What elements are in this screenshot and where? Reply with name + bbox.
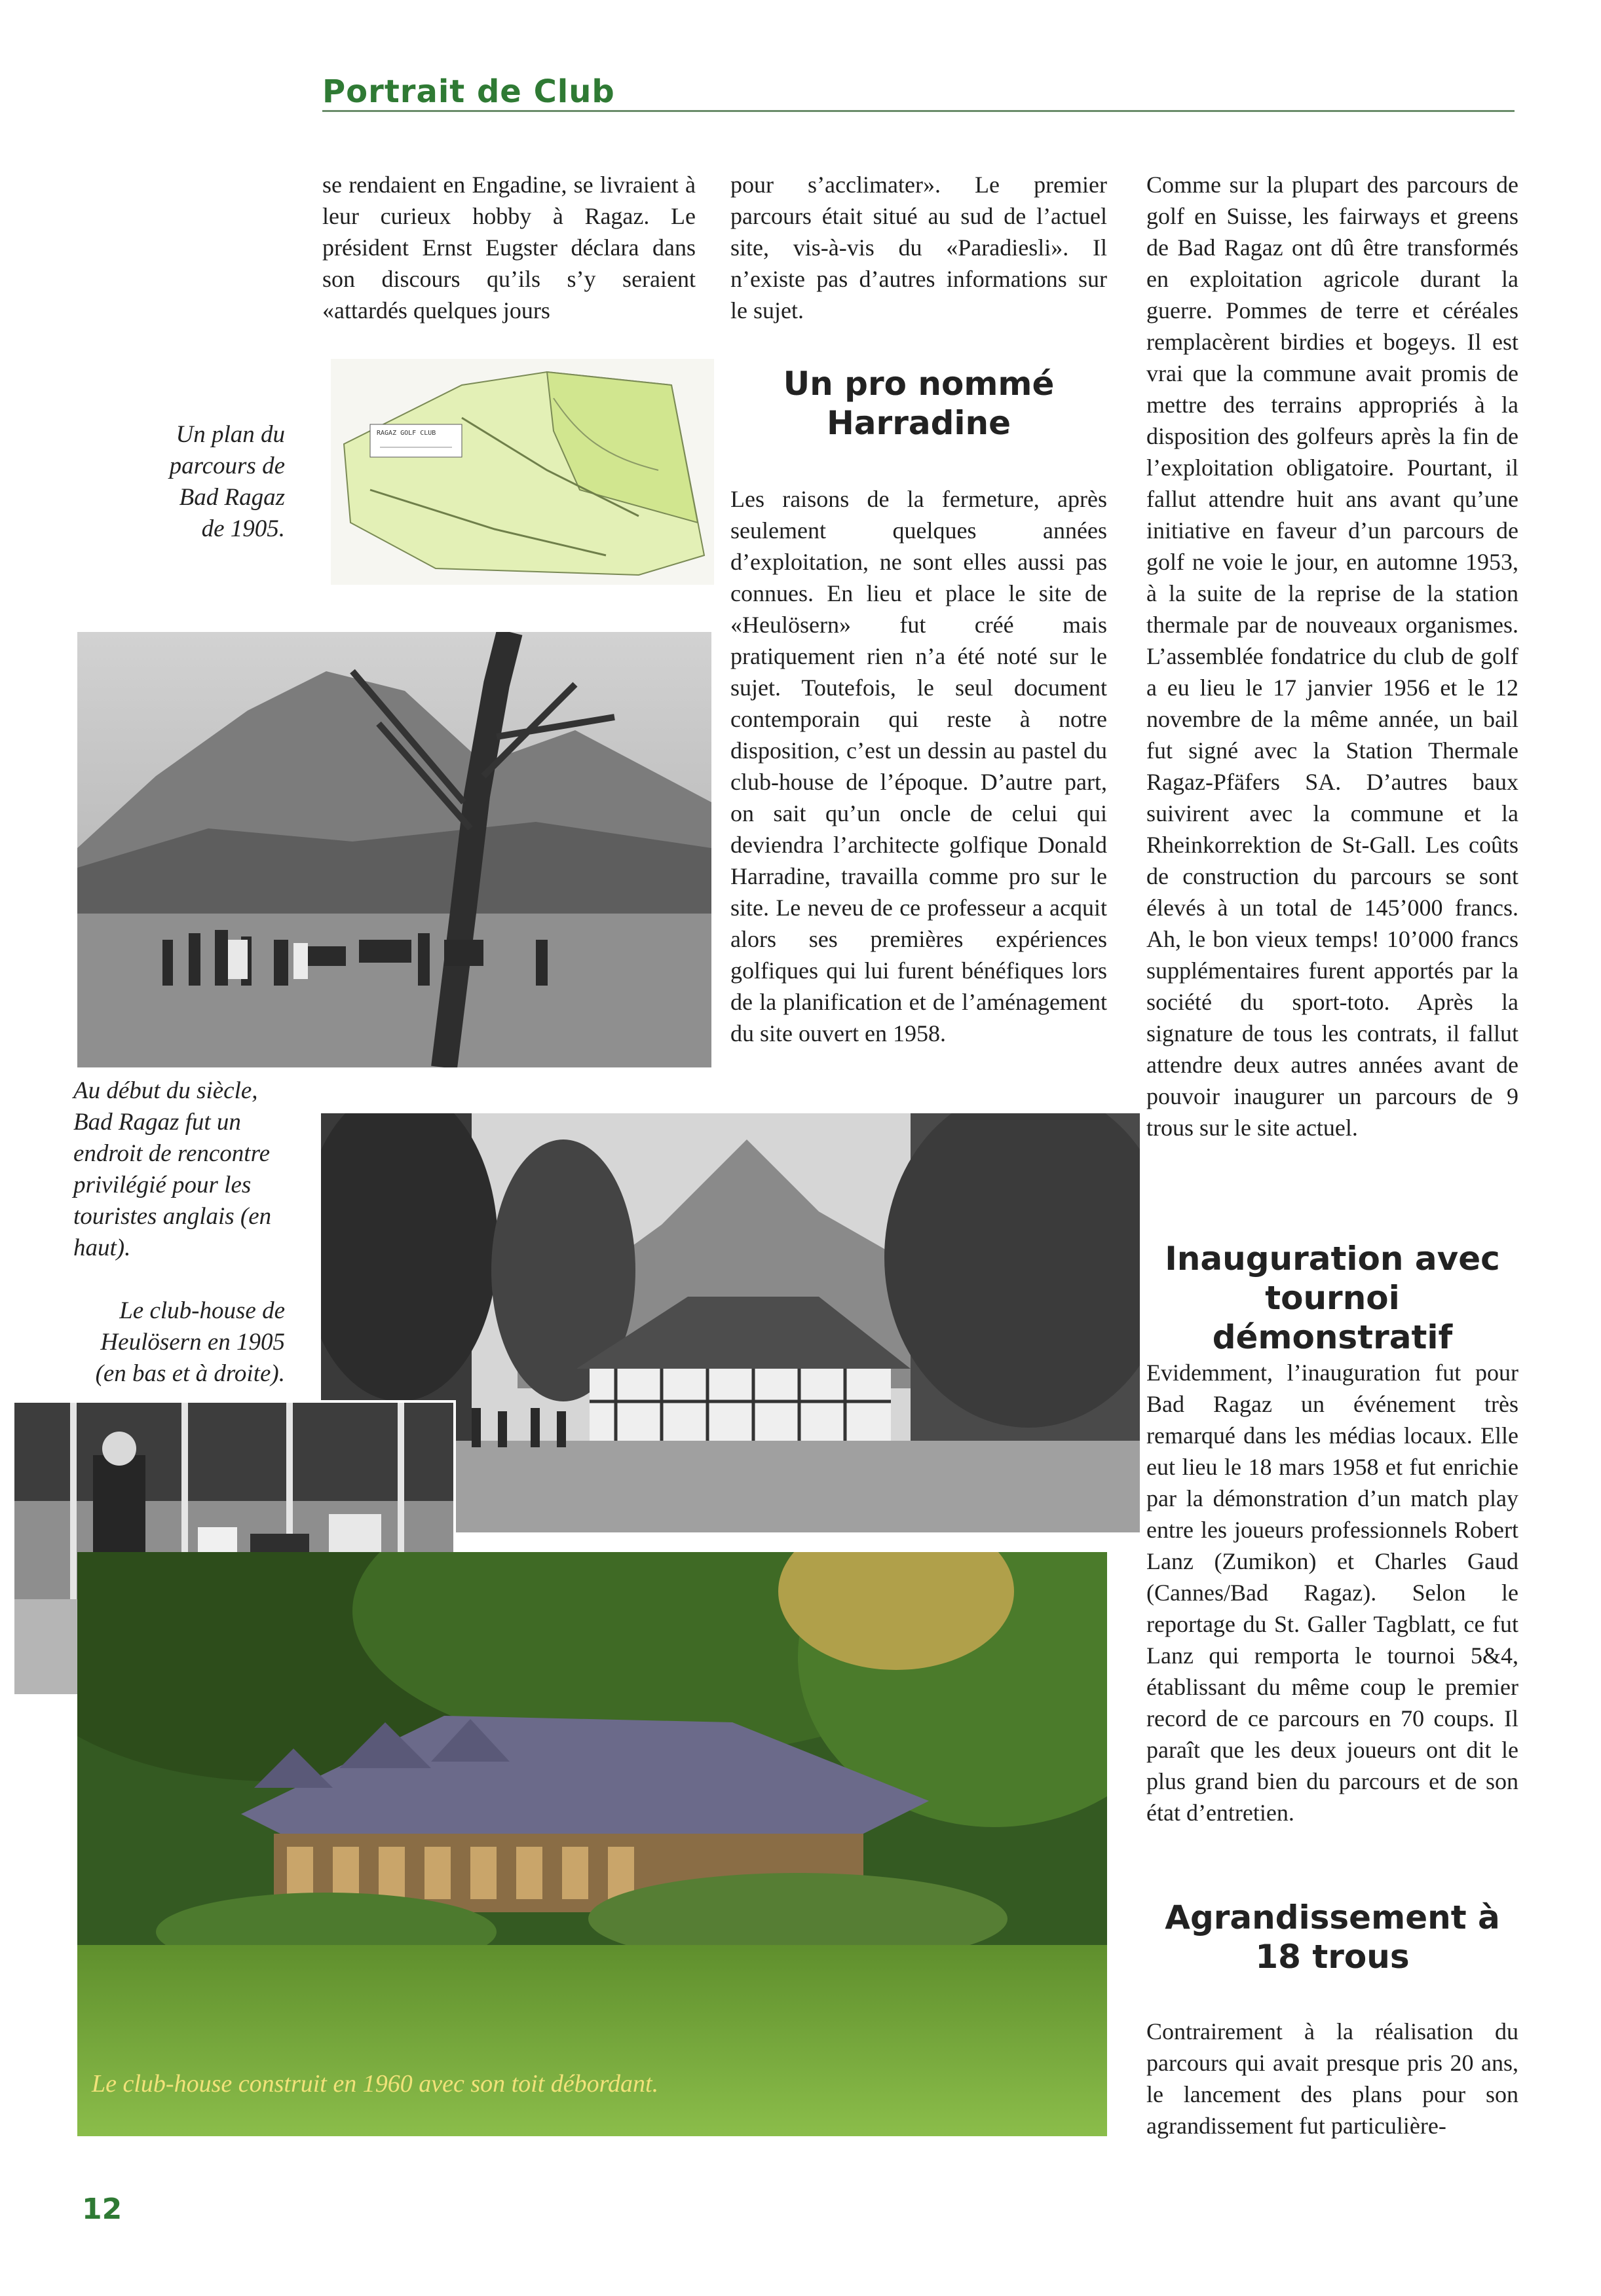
column-3-agrandissement	[1146, 2016, 1518, 2141]
plan-map-label: RAGAZ GOLF CLUB	[377, 430, 436, 437]
clubhouse-1960-photo	[77, 1552, 1107, 2136]
caption-early-century: Au début du siècle, Bad Ragaz fut un endroit de rencontre privilégié pour les touristes anglais (en haut).	[73, 1077, 272, 1261]
section-title: Portrait de Club	[322, 73, 615, 110]
caption-clubhouse-1905: Le club-house de Heulösern en 1905 (en bas et à droite).	[95, 1297, 285, 1387]
col3-inauguration-paragraph: Evidemment, l’inauguration fut pour Bad Ragaz un événement très remarqué dans les médias locaux. Elle eut lieu le 18 mars 1958 et fut enrichie par la démonstration d’un match play entre les joueurs professionnels Robert Lanz (Zumikon) et Charles Gaud (Cannes/Bad Ragaz). Selon le reportage du St. Galler Tagblatt, ce fut Lanz qui remporta le tournoi 5&4, établissant du même coup le premier record de ce parcours en 70 coups. Il paraît que les deux joueurs ont dit le plus grand bien du parcours et de son état d’entretien.	[1146, 1360, 1518, 1826]
col3-body-paragraph: Comme sur la plupart des parcours de golf en Suisse, les fairways et greens de Bad Ragaz ont dû être transformés en exploitation agricole durant la guerre. Pommes de terre et céréales remplacèrent birdies et bogeys. Il est vrai que la commune avait promis de mettre des terrains appropriés à la disposition des golfeurs après la fin de l’exploitation obligatoire. Pourtant, il fallut attendre huit ans avant qu’une initiative en faveur d’un parcours de golf ne voie le jour, en automne 1953, à la suite de la reprise de la station thermale par de nouveaux organismes. L’assemblée fondatrice du club de golf a eu lieu le 17 janvier 1956 et le 12 novembre de la même année, un bail fut signé avec la Station Thermale Ragaz-Pfäfers SA. D’autres baux suivirent avec la commune et la Rheinkorrektion de St-Gall. Les coûts de construction du parcours se sont élevés à un total de 145’000 francs. Ah, le bon vieux temps! 10’000 francs supplémentaires furent apportés par la société du sport-toto. Après la signature de tous les contrats, il fallut attendre deux autres années avant de pouvoir inaugurer un parcours de 9 trous sur le site actuel.	[1146, 172, 1518, 1141]
col3-agrandissement-paragraph: Contrairement à la réalisation du parcours qui avait presque pris 20 ans, le lancement des plans pour son agrandissement fut particulière-	[1146, 2018, 1518, 2139]
caption-plan: Un plan du parcours de Bad Ragaz de 1905.	[169, 421, 285, 542]
column-1-text	[322, 169, 696, 326]
historic-tourists-photo	[77, 632, 711, 1067]
column-3-body	[1146, 169, 1518, 1143]
col2-body-paragraph: Les raisons de la fermeture, après seulement quelques années d’exploitation, ne sont elles aussi pas connues. En lieu et place le site de «Heulösern» fut créé mais pratiquement rien n’a été noté sur le sujet. Toutefois, le seul document contemporain qui reste à notre disposition, c’est un dessin au pastel du club-house de l’époque. D’autre part, on sait qu’un oncle de celui qui deviendra l’architecte golfique Donald Harradine, travailla comme pro sur le site. Le neveu de ce professeur a acquit alors ses premières expériences golfiques qui lui furent bénéfiques lors de la planification et de l’aménagement du site ouvert en 1958.	[730, 486, 1107, 1046]
heading-pro-harradine: Un pro nommé Harradine	[783, 365, 1055, 442]
header-divider	[322, 110, 1515, 112]
col1-paragraph: se rendaient en Engadine, se livraient à leur curieux hobby à Ragaz. Le président Ernst Eugster déclara dans son discours qu’ils s’y seraient «attardés quelques jours	[322, 172, 696, 324]
col2-intro-paragraph: pour s’acclimater». Le premier parcours était situé au sud de l’actuel site, vis-à-vis du «Paradiesli». Il n’existe pas d’autres informations sur le sujet.	[730, 172, 1107, 324]
column-3-inauguration	[1146, 1357, 1518, 1828]
page-number: 12	[82, 2193, 122, 2226]
column-2-intro	[730, 169, 1107, 326]
heading-agrandissement: Agrandissement à 18 trous	[1165, 1898, 1500, 1976]
heading-inauguration: Inauguration avec tournoi démonstratif	[1165, 1240, 1500, 1356]
course-plan-image	[331, 359, 714, 585]
column-2-body	[730, 483, 1107, 1049]
caption-clubhouse-1960: Le club-house construit en 1960 avec son toit débordant.	[92, 2070, 659, 2098]
